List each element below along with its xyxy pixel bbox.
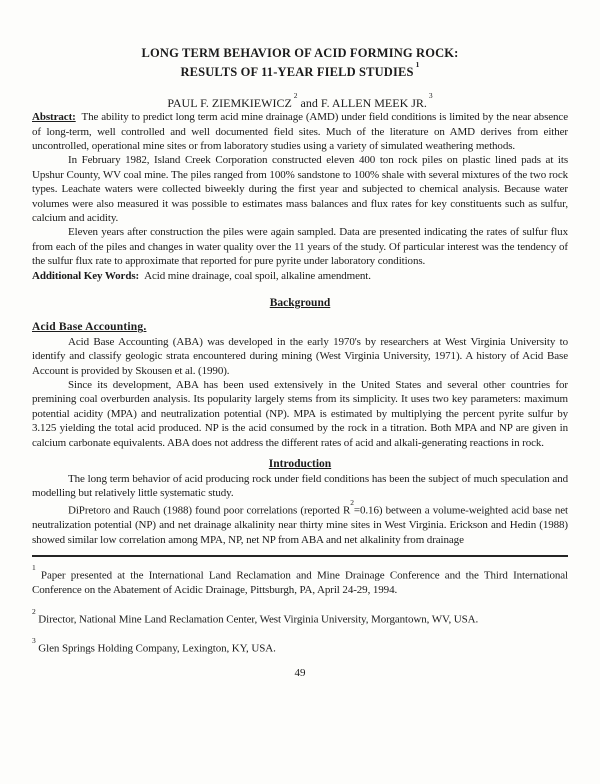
authors-separator: and xyxy=(297,96,321,111)
footnote-1 xyxy=(32,565,568,597)
dipretoro-text-before-sup: DiPretoro and Rauch (1988) found poor correlations (reported R xyxy=(68,504,351,517)
footnote-3-marker: 3 xyxy=(32,635,36,645)
footnote-1-marker: 1 xyxy=(32,563,36,573)
background-heading: Background xyxy=(269,297,331,310)
paragraph-aba-development: Since its development, ABA has been used extensively in the United States and several other countries for premining coal overburden analysis. Its popularity largely stems from its simplicity. It uses two key parameters: maximum potential acidity (MPA) and neutralization potential (NP). MPA is estimated by multiplying the percent pyrite sulfur by 3.125 yielding the total acid produced. NP is the acid consumed by the rock in a titration. Both MPA and NP are given in calcium carbonate equivalents. ABA does not address the different rates of acid and alkali-generating reactions in rock. xyxy=(32,379,568,449)
title-line-2-text: RESULTS OF 11-YEAR FIELD STUDIES xyxy=(180,65,414,80)
r-squared-exponent: 2 xyxy=(350,498,354,508)
footnote-2 xyxy=(32,606,568,627)
footnote-1-text: Paper presented at the International Land Reclamation and Mine Drainage Conference and the Third International Conference on the Abatement of Acidic Drainage, Pittsburgh, PA, April 24-29, 1994. xyxy=(32,569,568,597)
dipretoro-text-after-sup: =0.16) between a volume-weighted acid base net neutralization potential (NP) and net drainage alkalinity near thirty mine sites in West Virginia. Erickson and Hedin (1988) showed similar low correlation among MPA, NP, net NP from ABA and net alkalinity from drainage xyxy=(32,504,568,546)
keywords-text: Acid mine drainage, coal spoil, alkaline amendment. xyxy=(142,269,371,282)
title-line-2 xyxy=(32,61,568,80)
page-title xyxy=(32,46,568,80)
abstract-label: Abstract: xyxy=(32,111,76,124)
author-2-footnote-ref: 3 xyxy=(428,91,433,101)
paragraph-long-term-behavior: The long term behavior of acid producing rock under field conditions has been the subject of much speculation and modelling but relatively little systematic study. xyxy=(32,472,568,499)
keywords-line xyxy=(32,269,568,283)
page-number: 49 xyxy=(294,666,306,679)
abstract-paragraph xyxy=(32,110,568,153)
footnote-3-text: Glen Springs Holding Company, Lexington, KY, USA. xyxy=(35,642,276,655)
author-1: PAUL F. ZIEMKIEWICZ xyxy=(167,96,292,111)
footnote-3 xyxy=(32,635,568,656)
introduction-heading: Introduction xyxy=(268,458,332,471)
footnote-2-text: Director, National Mine Land Reclamation Center, West Virginia University, Morgantown, WV, USA. xyxy=(35,613,479,626)
paragraph-island-creek: In February 1982, Island Creek Corporation constructed eleven 400 ton rock piles on plastic lined pads at its Upshur County, WV coal mine. The piles ranged from 100% sandstone to 100% shale with several mixtures of the two rock types. Leachate waters were collected biweekly during the first year and subjected to chemical analysis. Because water volumes were also measured it was possible to estimates mass balances and flux rates for key constituents such as sulfur, calcium and acidity. xyxy=(32,154,568,224)
paragraph-dipretoro xyxy=(32,500,568,547)
author-1-footnote-ref: 2 xyxy=(293,91,298,101)
author-2: F. ALLEN MEEK JR. xyxy=(320,96,427,111)
abstract-text: The ability to predict long term acid mine drainage (AMD) under field conditions is limited by the near absence of long-term, well controlled and well documented field sites. Much of the literature on AMD derives from either uncontrolled, operational mine sites or from laboratory studies using a variety of simulated weathering methods. xyxy=(32,111,568,152)
keywords-label: Additional Key Words: xyxy=(32,269,140,282)
title-footnote-ref: 1 xyxy=(415,60,420,69)
acid-base-accounting-subheading: Acid Base Accounting. xyxy=(32,321,147,334)
footnote-separator-rule xyxy=(32,555,568,557)
paragraph-aba-history: Acid Base Accounting (ABA) was developed in the early 1970's by researchers at West Virginia University to identify and classify geologic strata encountered during mining (West Virginia University, 1971). A history of Acid Base Account is provided by Skousen et al. (1990). xyxy=(32,335,568,377)
footnote-2-marker: 2 xyxy=(32,606,36,616)
authors-line xyxy=(32,93,568,110)
title-line-1: LONG TERM BEHAVIOR OF ACID FORMING ROCK: xyxy=(141,46,459,60)
paragraph-eleven-years: Eleven years after construction the piles were again sampled. Data are presented indicating the rates of sulfur flux from each of the piles and changes in water quality over the 11 years of the study. Of particular interest was the tendency of the sulfur flux rate to approximate that reported for pure pyrite under laboratory conditions. xyxy=(32,226,568,268)
